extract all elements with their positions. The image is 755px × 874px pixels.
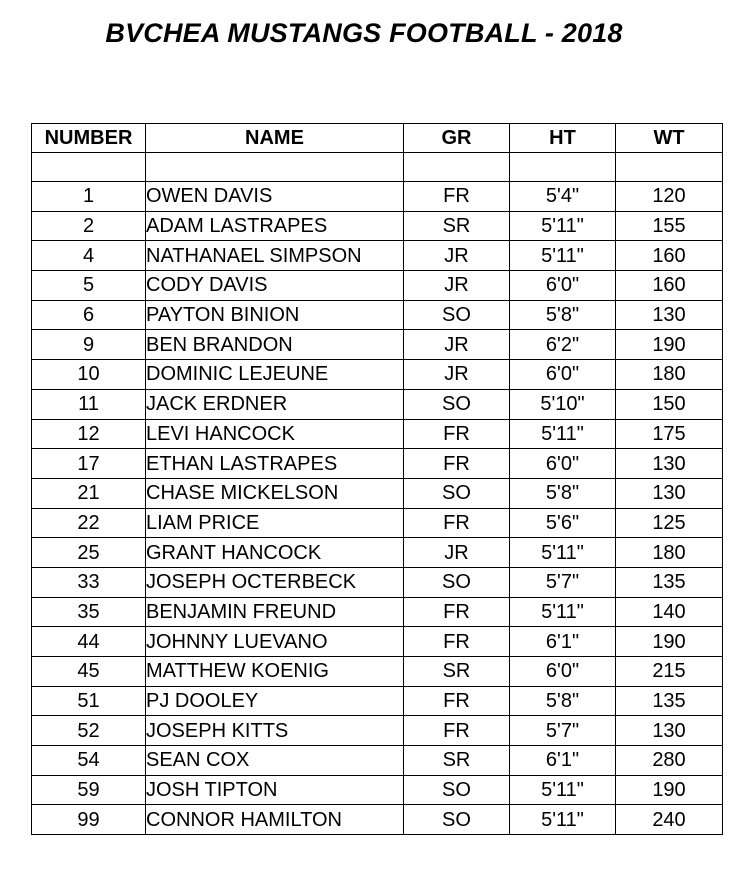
player-name: LEVI HANCOCK xyxy=(146,419,404,449)
player-grade: FR xyxy=(404,419,510,449)
table-row xyxy=(32,627,723,657)
table-row xyxy=(32,597,723,627)
player-height: 5'8" xyxy=(510,478,616,508)
player-grade: FR xyxy=(404,597,510,627)
page-title: BVCHEA MUSTANGS FOOTBALL - 2018 xyxy=(105,18,623,48)
header-row xyxy=(32,124,723,153)
table-row xyxy=(32,330,723,360)
player-grade: SO xyxy=(404,300,510,330)
table-row xyxy=(32,241,723,271)
table-row xyxy=(32,686,723,716)
table-row xyxy=(32,360,723,390)
player-name: JOSH TIPTON xyxy=(146,775,404,805)
blank-cell xyxy=(616,153,723,182)
player-number: 35 xyxy=(32,597,146,627)
table-row xyxy=(32,478,723,508)
player-name: JACK ERDNER xyxy=(146,389,404,419)
player-name: NATHANAEL SIMPSON xyxy=(146,241,404,271)
table-row xyxy=(32,716,723,746)
table-row xyxy=(32,567,723,597)
player-weight: 135 xyxy=(616,567,723,597)
player-number: 33 xyxy=(32,567,146,597)
player-weight: 150 xyxy=(616,389,723,419)
player-weight: 140 xyxy=(616,597,723,627)
table-row xyxy=(32,419,723,449)
player-name: SEAN COX xyxy=(146,746,404,776)
player-weight: 280 xyxy=(616,746,723,776)
table-row xyxy=(32,508,723,538)
player-grade: JR xyxy=(404,538,510,568)
player-number: 2 xyxy=(32,211,146,241)
table-row xyxy=(32,182,723,212)
blank-cell xyxy=(32,153,146,182)
player-height: 5'11" xyxy=(510,805,616,835)
player-grade: SR xyxy=(404,657,510,687)
column-header-height: HT xyxy=(510,124,616,153)
player-name: BENJAMIN FREUND xyxy=(146,597,404,627)
player-name: JOHNNY LUEVANO xyxy=(146,627,404,657)
table-row xyxy=(32,211,723,241)
player-name: CODY DAVIS xyxy=(146,271,404,301)
player-height: 5'7" xyxy=(510,716,616,746)
player-height: 5'8" xyxy=(510,686,616,716)
player-grade: JR xyxy=(404,330,510,360)
player-grade: JR xyxy=(404,360,510,390)
player-grade: FR xyxy=(404,508,510,538)
player-height: 6'0" xyxy=(510,271,616,301)
player-name: BEN BRANDON xyxy=(146,330,404,360)
table-row xyxy=(32,389,723,419)
roster-body xyxy=(32,153,723,835)
player-grade: SO xyxy=(404,805,510,835)
player-name: LIAM PRICE xyxy=(146,508,404,538)
player-weight: 190 xyxy=(616,627,723,657)
player-height: 5'11" xyxy=(510,211,616,241)
player-number: 17 xyxy=(32,449,146,479)
player-weight: 180 xyxy=(616,360,723,390)
player-height: 6'0" xyxy=(510,657,616,687)
column-header-weight: WT xyxy=(616,124,723,153)
player-number: 1 xyxy=(32,182,146,212)
table-row xyxy=(32,746,723,776)
player-height: 6'2" xyxy=(510,330,616,360)
player-weight: 190 xyxy=(616,775,723,805)
player-number: 54 xyxy=(32,746,146,776)
player-grade: JR xyxy=(404,271,510,301)
player-height: 5'11" xyxy=(510,538,616,568)
player-number: 12 xyxy=(32,419,146,449)
table-row xyxy=(32,775,723,805)
player-height: 5'8" xyxy=(510,300,616,330)
player-weight: 155 xyxy=(616,211,723,241)
player-weight: 125 xyxy=(616,508,723,538)
player-name: CONNOR HAMILTON xyxy=(146,805,404,835)
player-weight: 160 xyxy=(616,271,723,301)
table-row xyxy=(32,300,723,330)
roster-table xyxy=(31,123,723,835)
table-row xyxy=(32,805,723,835)
player-name: ADAM LASTRAPES xyxy=(146,211,404,241)
roster-header xyxy=(32,124,723,153)
blank-cell xyxy=(404,153,510,182)
player-number: 51 xyxy=(32,686,146,716)
player-name: PAYTON BINION xyxy=(146,300,404,330)
player-grade: SO xyxy=(404,775,510,805)
player-height: 6'1" xyxy=(510,746,616,776)
player-height: 5'7" xyxy=(510,567,616,597)
player-height: 6'0" xyxy=(510,360,616,390)
player-number: 11 xyxy=(32,389,146,419)
player-number: 59 xyxy=(32,775,146,805)
player-name: DOMINIC LEJEUNE xyxy=(146,360,404,390)
player-name: JOSEPH OCTERBECK xyxy=(146,567,404,597)
player-name: GRANT HANCOCK xyxy=(146,538,404,568)
player-height: 6'1" xyxy=(510,627,616,657)
player-height: 5'11" xyxy=(510,775,616,805)
player-name: OWEN DAVIS xyxy=(146,182,404,212)
player-weight: 215 xyxy=(616,657,723,687)
player-name: JOSEPH KITTS xyxy=(146,716,404,746)
player-number: 6 xyxy=(32,300,146,330)
column-header-grade: GR xyxy=(404,124,510,153)
player-grade: SO xyxy=(404,567,510,597)
player-height: 5'4" xyxy=(510,182,616,212)
blank-cell xyxy=(510,153,616,182)
player-height: 6'0" xyxy=(510,449,616,479)
player-weight: 130 xyxy=(616,300,723,330)
player-height: 5'10" xyxy=(510,389,616,419)
table-row xyxy=(32,657,723,687)
player-number: 5 xyxy=(32,271,146,301)
player-number: 99 xyxy=(32,805,146,835)
player-number: 9 xyxy=(32,330,146,360)
player-weight: 130 xyxy=(616,478,723,508)
table-row xyxy=(32,538,723,568)
player-weight: 180 xyxy=(616,538,723,568)
player-name: CHASE MICKELSON xyxy=(146,478,404,508)
player-grade: FR xyxy=(404,182,510,212)
blank-cell xyxy=(146,153,404,182)
player-weight: 190 xyxy=(616,330,723,360)
player-number: 52 xyxy=(32,716,146,746)
player-grade: SR xyxy=(404,211,510,241)
player-name: ETHAN LASTRAPES xyxy=(146,449,404,479)
player-name: MATTHEW KOENIG xyxy=(146,657,404,687)
column-header-name: NAME xyxy=(146,124,404,153)
player-weight: 120 xyxy=(616,182,723,212)
player-height: 5'6" xyxy=(510,508,616,538)
player-height: 5'11" xyxy=(510,597,616,627)
player-number: 21 xyxy=(32,478,146,508)
player-grade: JR xyxy=(404,241,510,271)
player-weight: 130 xyxy=(616,449,723,479)
player-weight: 130 xyxy=(616,716,723,746)
player-grade: FR xyxy=(404,686,510,716)
player-weight: 135 xyxy=(616,686,723,716)
player-number: 22 xyxy=(32,508,146,538)
player-number: 44 xyxy=(32,627,146,657)
blank-row xyxy=(32,153,723,182)
table-row xyxy=(32,271,723,301)
player-number: 10 xyxy=(32,360,146,390)
player-grade: FR xyxy=(404,716,510,746)
player-grade: FR xyxy=(404,627,510,657)
player-grade: SO xyxy=(404,389,510,419)
player-grade: SO xyxy=(404,478,510,508)
player-number: 4 xyxy=(32,241,146,271)
player-grade: SR xyxy=(404,746,510,776)
table-row xyxy=(32,449,723,479)
player-weight: 160 xyxy=(616,241,723,271)
player-weight: 240 xyxy=(616,805,723,835)
player-number: 45 xyxy=(32,657,146,687)
player-name: PJ DOOLEY xyxy=(146,686,404,716)
column-header-number: NUMBER xyxy=(32,124,146,153)
player-height: 5'11" xyxy=(510,419,616,449)
player-weight: 175 xyxy=(616,419,723,449)
player-height: 5'11" xyxy=(510,241,616,271)
player-number: 25 xyxy=(32,538,146,568)
player-grade: FR xyxy=(404,449,510,479)
